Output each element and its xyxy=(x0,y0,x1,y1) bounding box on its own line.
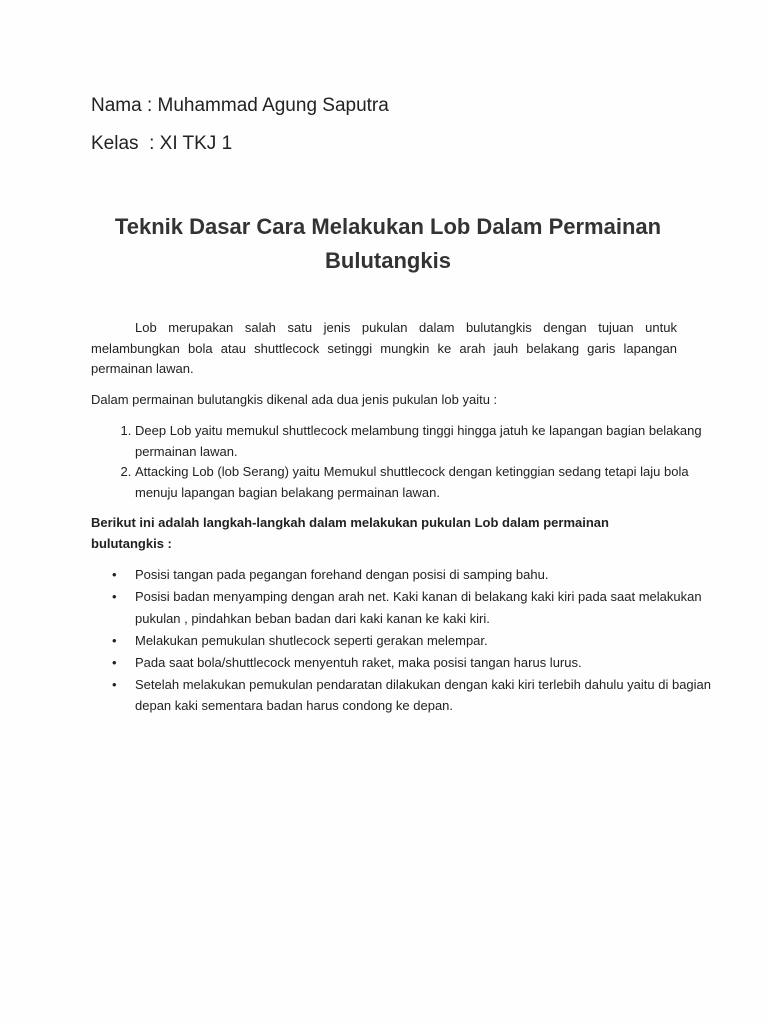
list-item-text: Setelah melakukan pemukulan pendaratan dilakukan dengan kaki kiri terlebih dahulu yaitu di bagian depan kaki sementara badan harus condong ke depan. xyxy=(135,676,711,713)
intro-paragraph: Lob merupakan salah satu jenis pukulan dalam bulutangkis dengan tujuan untuk melambungkan bola atau shuttlecock setinggi mungkin ke arah jauh belakang garis lapangan permainan lawan. xyxy=(91,320,677,376)
steps-list xyxy=(91,564,721,717)
list-item xyxy=(112,652,721,674)
steps-heading: Berikut ini adalah langkah-langkah dalam melakukan pukulan Lob dalam permainan bulutangkis : xyxy=(91,515,609,551)
list-item xyxy=(112,564,721,586)
types-intro-paragraph: Dalam permainan bulutangkis dikenal ada dua jenis pukulan lob yaitu : xyxy=(91,392,498,407)
list-item-text: Melakukan pemukulan shutlecock seperti gerakan melempar. xyxy=(135,632,488,648)
title-line-1: Teknik Dasar Cara Melakukan Lob Dalam Permainan xyxy=(114,214,662,239)
document-title xyxy=(60,210,716,278)
list-item-text: Posisi badan menyamping dengan arah net. Kaki kanan di belakang kaki kiri pada saat melakukan pukulan , pindahkan beban badan dari kaki kanan ke kaki kiri. xyxy=(135,589,702,626)
list-item xyxy=(112,674,721,717)
bullet-icon: • xyxy=(112,676,117,692)
list-item-text: Pada saat bola/shuttlecock menyentuh raket, maka posisi tangan harus lurus. xyxy=(135,654,582,670)
lob-types-list xyxy=(91,421,721,503)
bullet-icon: • xyxy=(112,567,117,582)
list-item-text: Posisi tangan pada pegangan forehand dengan posisi di samping bahu. xyxy=(135,567,549,582)
bullet-icon: • xyxy=(112,632,117,648)
student-name-line: Nama : Muhammad Agung Saputra xyxy=(91,95,389,116)
list-item xyxy=(112,586,721,629)
student-class-line: Kelas : XI TKJ 1 xyxy=(91,133,233,154)
title-line-2: Bulutangkis xyxy=(325,248,451,273)
bullet-icon: • xyxy=(112,654,117,670)
list-item: 2. Attacking Lob (lob Serang) yaitu Memukul shuttlecock dengan ketinggian sedang tetapi laju bola menuju lapangan bagian belakang permainan lawan. xyxy=(135,462,721,503)
list-item: 1. Deep Lob yaitu memukul shuttlecock melambung tinggi hingga jatuh ke lapangan bagian belakang permainan lawan. xyxy=(135,421,721,462)
bullet-icon: • xyxy=(112,589,117,604)
list-item xyxy=(112,630,721,652)
